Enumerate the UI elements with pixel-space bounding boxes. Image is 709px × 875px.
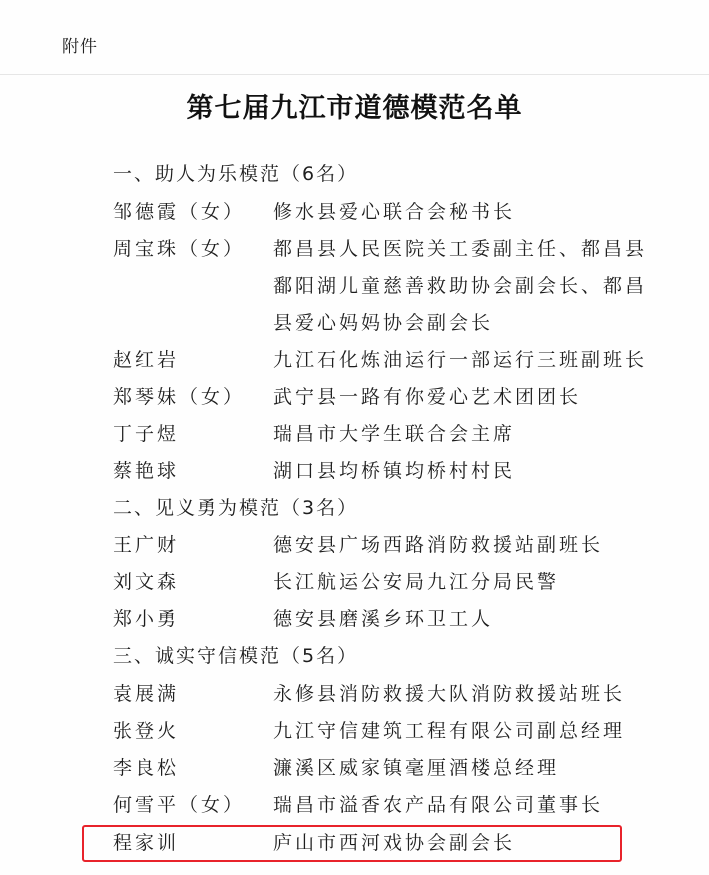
person-description: 九江石化炼油运行一部运行三班副班长 [273,349,648,371]
person-name: 蔡艳球 [113,460,180,482]
person-name: 王广财 [113,534,180,556]
section-heading-helping-others: 一、助人为乐模范（6名） [113,163,359,185]
person-name: 李良松 [113,757,180,779]
person-name-highlighted: 程家训 [113,832,180,854]
person-description: 武宁县一路有你爱心艺术团团长 [273,386,582,408]
person-description-continued: 鄱阳湖儿童慈善救助协会副会长、都昌 [273,275,648,297]
person-description: 濂溪区威家镇毫厘酒楼总经理 [273,757,560,779]
person-description-highlighted: 庐山市西河戏协会副会长 [273,832,516,854]
person-description: 九江守信建筑工程有限公司副总经理 [273,720,626,742]
highlight-box [82,825,622,862]
section-heading-honesty: 三、诚实守信模范（5名） [113,645,359,667]
section-heading-bravery: 二、见义勇为模范（3名） [113,497,359,519]
person-name: 周宝珠（女） [113,238,246,260]
person-name: 郑小勇 [113,608,180,630]
person-name: 张登火 [113,720,180,742]
person-name: 何雪平（女） [113,794,246,816]
person-name: 赵红岩 [113,349,180,371]
person-description-continued: 县爱心妈妈协会副会长 [273,312,494,334]
person-name: 郑琴妹（女） [113,386,246,408]
attachment-label: 附件 [62,37,98,57]
person-description: 长江航运公安局九江分局民警 [273,571,560,593]
page-title: 第七届九江市道德模范名单 [186,93,523,124]
person-name: 袁展满 [113,683,180,705]
person-name: 丁子煜 [113,423,180,445]
header-divider [0,74,709,75]
person-name: 刘文森 [113,571,180,593]
person-description: 都昌县人民医院关工委副主任、都昌县 [273,238,648,260]
person-description: 德安县磨溪乡环卫工人 [273,608,494,630]
person-description: 瑞昌市大学生联合会主席 [273,423,516,445]
person-description: 修水县爱心联合会秘书长 [273,201,516,223]
person-description: 瑞昌市溢香农产品有限公司董事长 [273,794,604,816]
person-name: 邹德霞（女） [113,201,246,223]
person-description: 德安县广场西路消防救援站副班长 [273,534,604,556]
person-description: 永修县消防救援大队消防救援站班长 [273,683,626,705]
person-description: 湖口县均桥镇均桥村村民 [273,460,516,482]
